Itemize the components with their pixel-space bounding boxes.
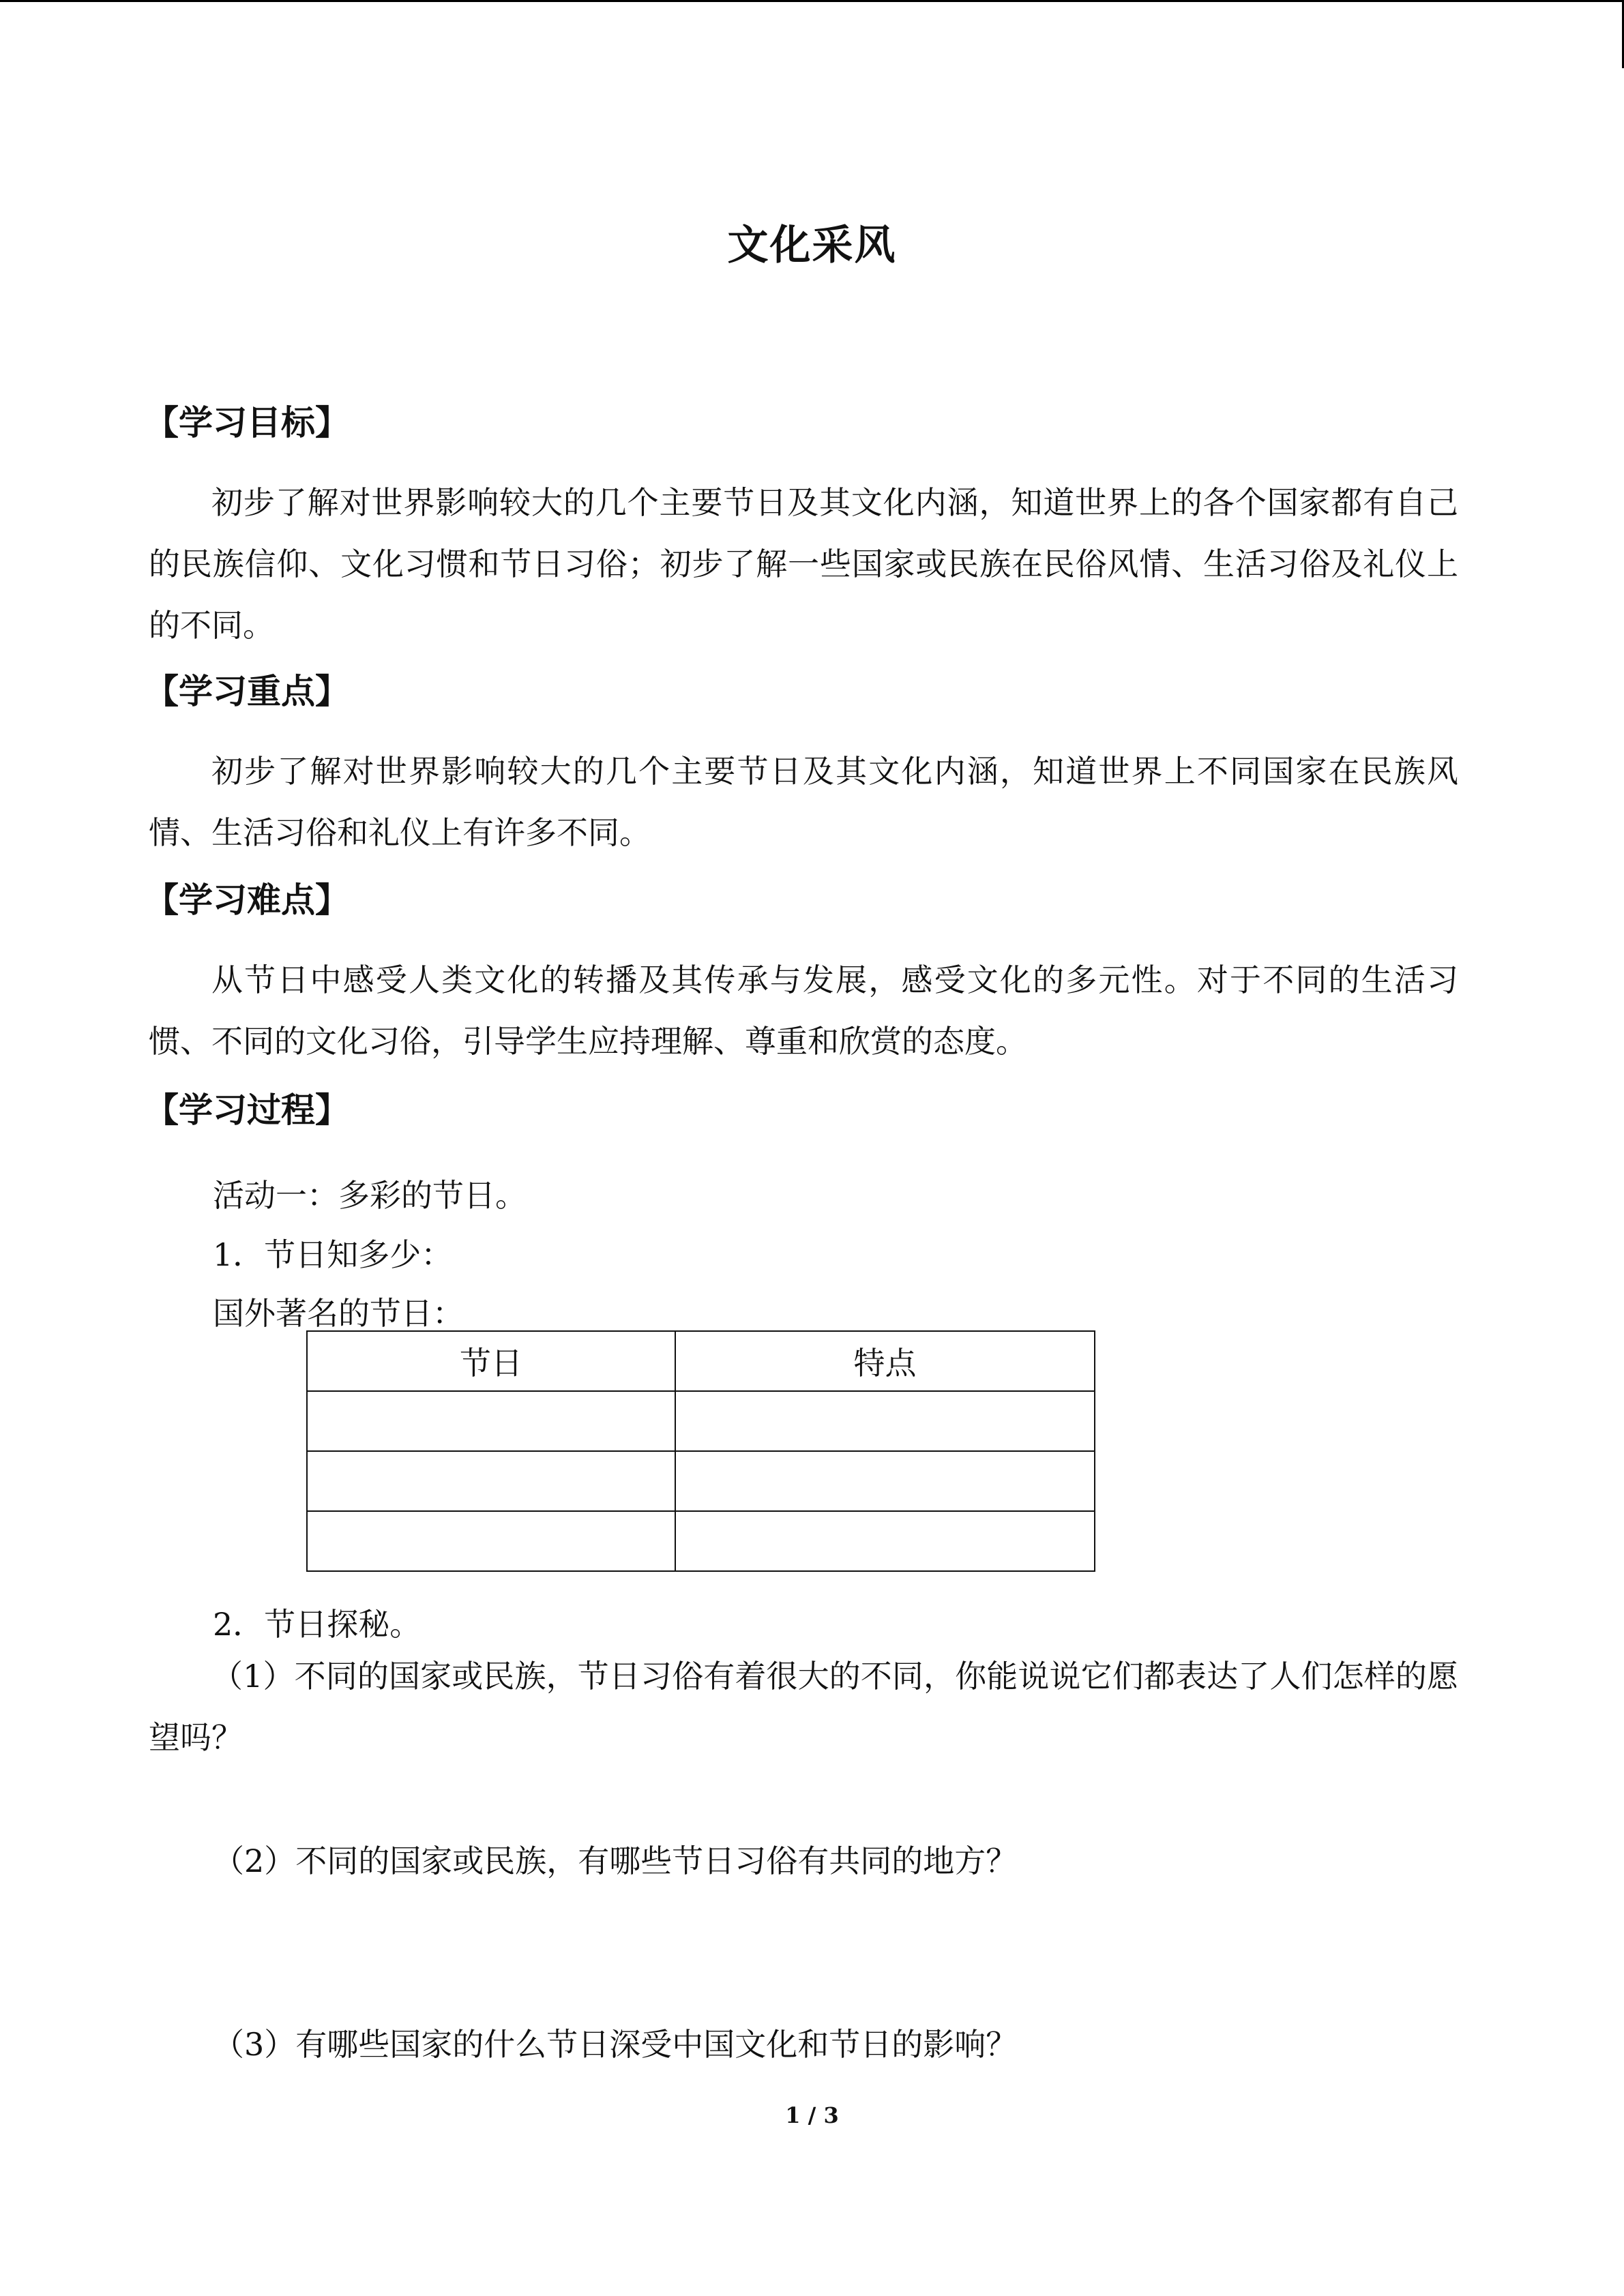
question-two: （2）不同的国家或民族，有哪些节日习俗有共同的地方？: [213, 1843, 1018, 1879]
table-cell-feature[interactable]: [675, 1451, 1095, 1511]
key-points-text: 初步了解对世界影响较大的几个主要节日及其文化内涵，知道世界上不同国家在民族风情、生活习俗和礼仪上有许多不同。: [149, 753, 1458, 851]
table-header-row: [307, 1331, 1095, 1391]
page-top-border: [0, 0, 1624, 2]
table-caption: 国外著名的节日：: [213, 1295, 464, 1332]
question-one: （1）不同的国家或民族，节日习俗有着很大的不同，你能说说它们都表达了人们怎样的愿望吗？: [149, 1658, 1458, 1756]
table-cell-feature[interactable]: [675, 1391, 1095, 1451]
header-feature: 特点: [675, 1331, 1095, 1391]
heading-difficulties: 【学习难点】: [145, 880, 349, 920]
header-festival: 节日: [307, 1331, 675, 1391]
question-three: （3）有哪些国家的什么节日深受中国文化和节日的影响？: [213, 2026, 1018, 2063]
table-cell-festival[interactable]: [307, 1451, 675, 1511]
table-row: [307, 1511, 1095, 1571]
activity-one: 活动一：多彩的节日。: [213, 1177, 527, 1214]
heading-process: 【学习过程】: [145, 1090, 349, 1130]
table-cell-festival[interactable]: [307, 1511, 675, 1571]
difficulties-text: 从节日中感受人类文化的转播及其传承与发展，感受文化的多元性。对于不同的生活习惯、不同的文化习俗，引导学生应持理解、尊重和欣赏的态度。: [149, 961, 1458, 1060]
page-number: 1 / 3: [785, 2102, 839, 2128]
page-title: 文化采风: [727, 222, 897, 269]
table-cell-festival[interactable]: [307, 1391, 675, 1451]
table-cell-feature[interactable]: [675, 1511, 1095, 1571]
item-two: 2．节日探秘。: [213, 1606, 422, 1643]
table-row: [307, 1451, 1095, 1511]
heading-key-points: 【学习重点】: [145, 671, 349, 711]
festival-table: [306, 1330, 1095, 1572]
heading-objectives: 【学习目标】: [145, 402, 349, 443]
objectives-text: 初步了解对世界影响较大的几个主要节日及其文化内涵，知道世界上的各个国家都有自己的民族信仰、文化习惯和节日习俗；初步了解一些国家或民族在民俗风情、生活习俗及礼仪上的不同。: [149, 484, 1458, 644]
table-row: [307, 1391, 1095, 1451]
item-one: 1．节日知多少：: [213, 1236, 453, 1273]
